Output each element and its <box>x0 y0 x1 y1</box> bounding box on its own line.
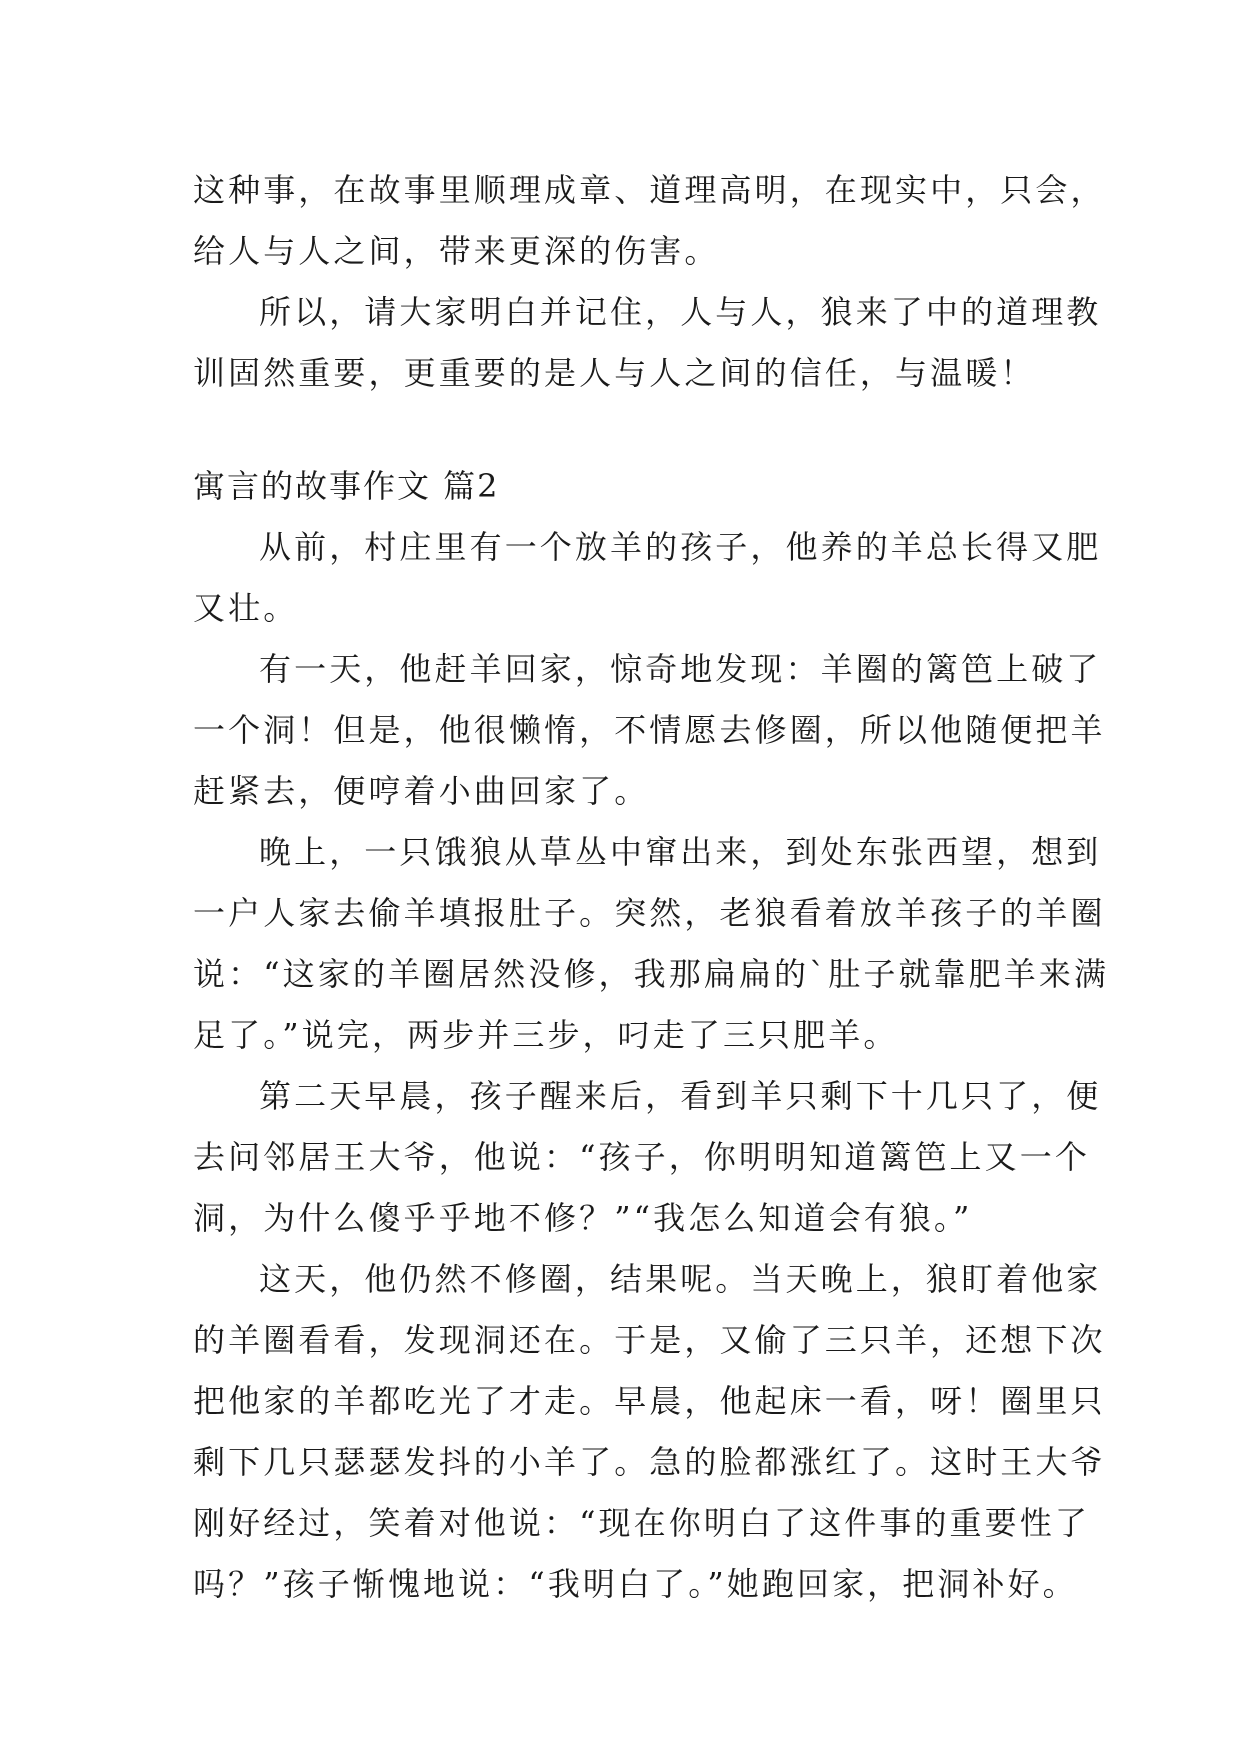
text-line: 这种事，在故事里顺理成章、道理高明，在现实中，只会， <box>193 171 1106 209</box>
text-line: 足了。”说完，两步并三步，叼走了三只肥羊。 <box>193 1016 899 1054</box>
text-line: 去问邻居王大爷，他说：“孩子，你明明知道篱笆上又一个 <box>193 1138 1090 1176</box>
text-line: 把他家的羊都吃光了才走。早晨，他起床一看，呀！圈里只 <box>193 1382 1106 1420</box>
text-line: 给人与人之间，带来更深的伤害。 <box>193 232 720 270</box>
text-line: 晚上，一只饿狼从草丛中窜出来，到处东张西望，想到 <box>259 833 1102 871</box>
text-line: 剩下几只瑟瑟发抖的小羊了。急的脸都涨红了。这时王大爷 <box>193 1443 1106 1481</box>
text-line: 洞，为什么傻乎乎地不修？”“我怎么知道会有狼。” <box>193 1199 973 1237</box>
paragraph <box>193 1249 1106 1615</box>
paragraph <box>193 822 1110 1066</box>
paragraph <box>193 282 1102 404</box>
text-line: 第二天早晨，孩子醒来后，看到羊只剩下十几只了，便 <box>259 1077 1102 1115</box>
text-line: 这天，他仍然不修圈，结果呢。当天晚上，狼盯着他家 <box>259 1260 1102 1298</box>
paragraph <box>193 160 1106 282</box>
text-line: 所以，请大家明白并记住，人与人，狼来了中的道理教 <box>259 293 1102 331</box>
text-line: 说：“这家的羊圈居然没修，我那扁扁的`肚子就靠肥羊来满 <box>193 955 1110 993</box>
paragraph <box>193 639 1106 822</box>
paragraph <box>193 1066 1102 1249</box>
text-line: 训固然重要，更重要的是人与人之间的信任，与温暖！ <box>193 354 1036 392</box>
text-line: 一户人家去偷羊填报肚子。突然，老狼看着放羊孩子的羊圈 <box>193 894 1106 932</box>
text-line: 一个洞！但是，他很懒惰，不情愿去修圈，所以他随便把羊 <box>193 711 1106 749</box>
text-line: 又壮。 <box>193 589 299 627</box>
text-line: 刚好经过，笑着对他说：“现在你明白了这件事的重要性了 <box>193 1504 1090 1542</box>
document-page <box>193 160 1110 1615</box>
text-line: 吗？”孩子惭愧地说：“我明白了。”她跑回家，把洞补好。 <box>193 1565 1078 1603</box>
text-line: 赶紧去，便哼着小曲回家了。 <box>193 772 650 810</box>
paragraph <box>193 517 1102 639</box>
section-gap <box>193 404 1073 456</box>
text-line: 有一天，他赶羊回家，惊奇地发现：羊圈的篱笆上破了 <box>259 650 1102 688</box>
text-line: 从前，村庄里有一个放羊的孩子，他养的羊总长得又肥 <box>259 528 1102 566</box>
text-line: 的羊圈看看，发现洞还在。于是，又偷了三只羊，还想下次 <box>193 1321 1106 1359</box>
section-heading: 寓言的故事作文 篇2 <box>193 467 500 505</box>
